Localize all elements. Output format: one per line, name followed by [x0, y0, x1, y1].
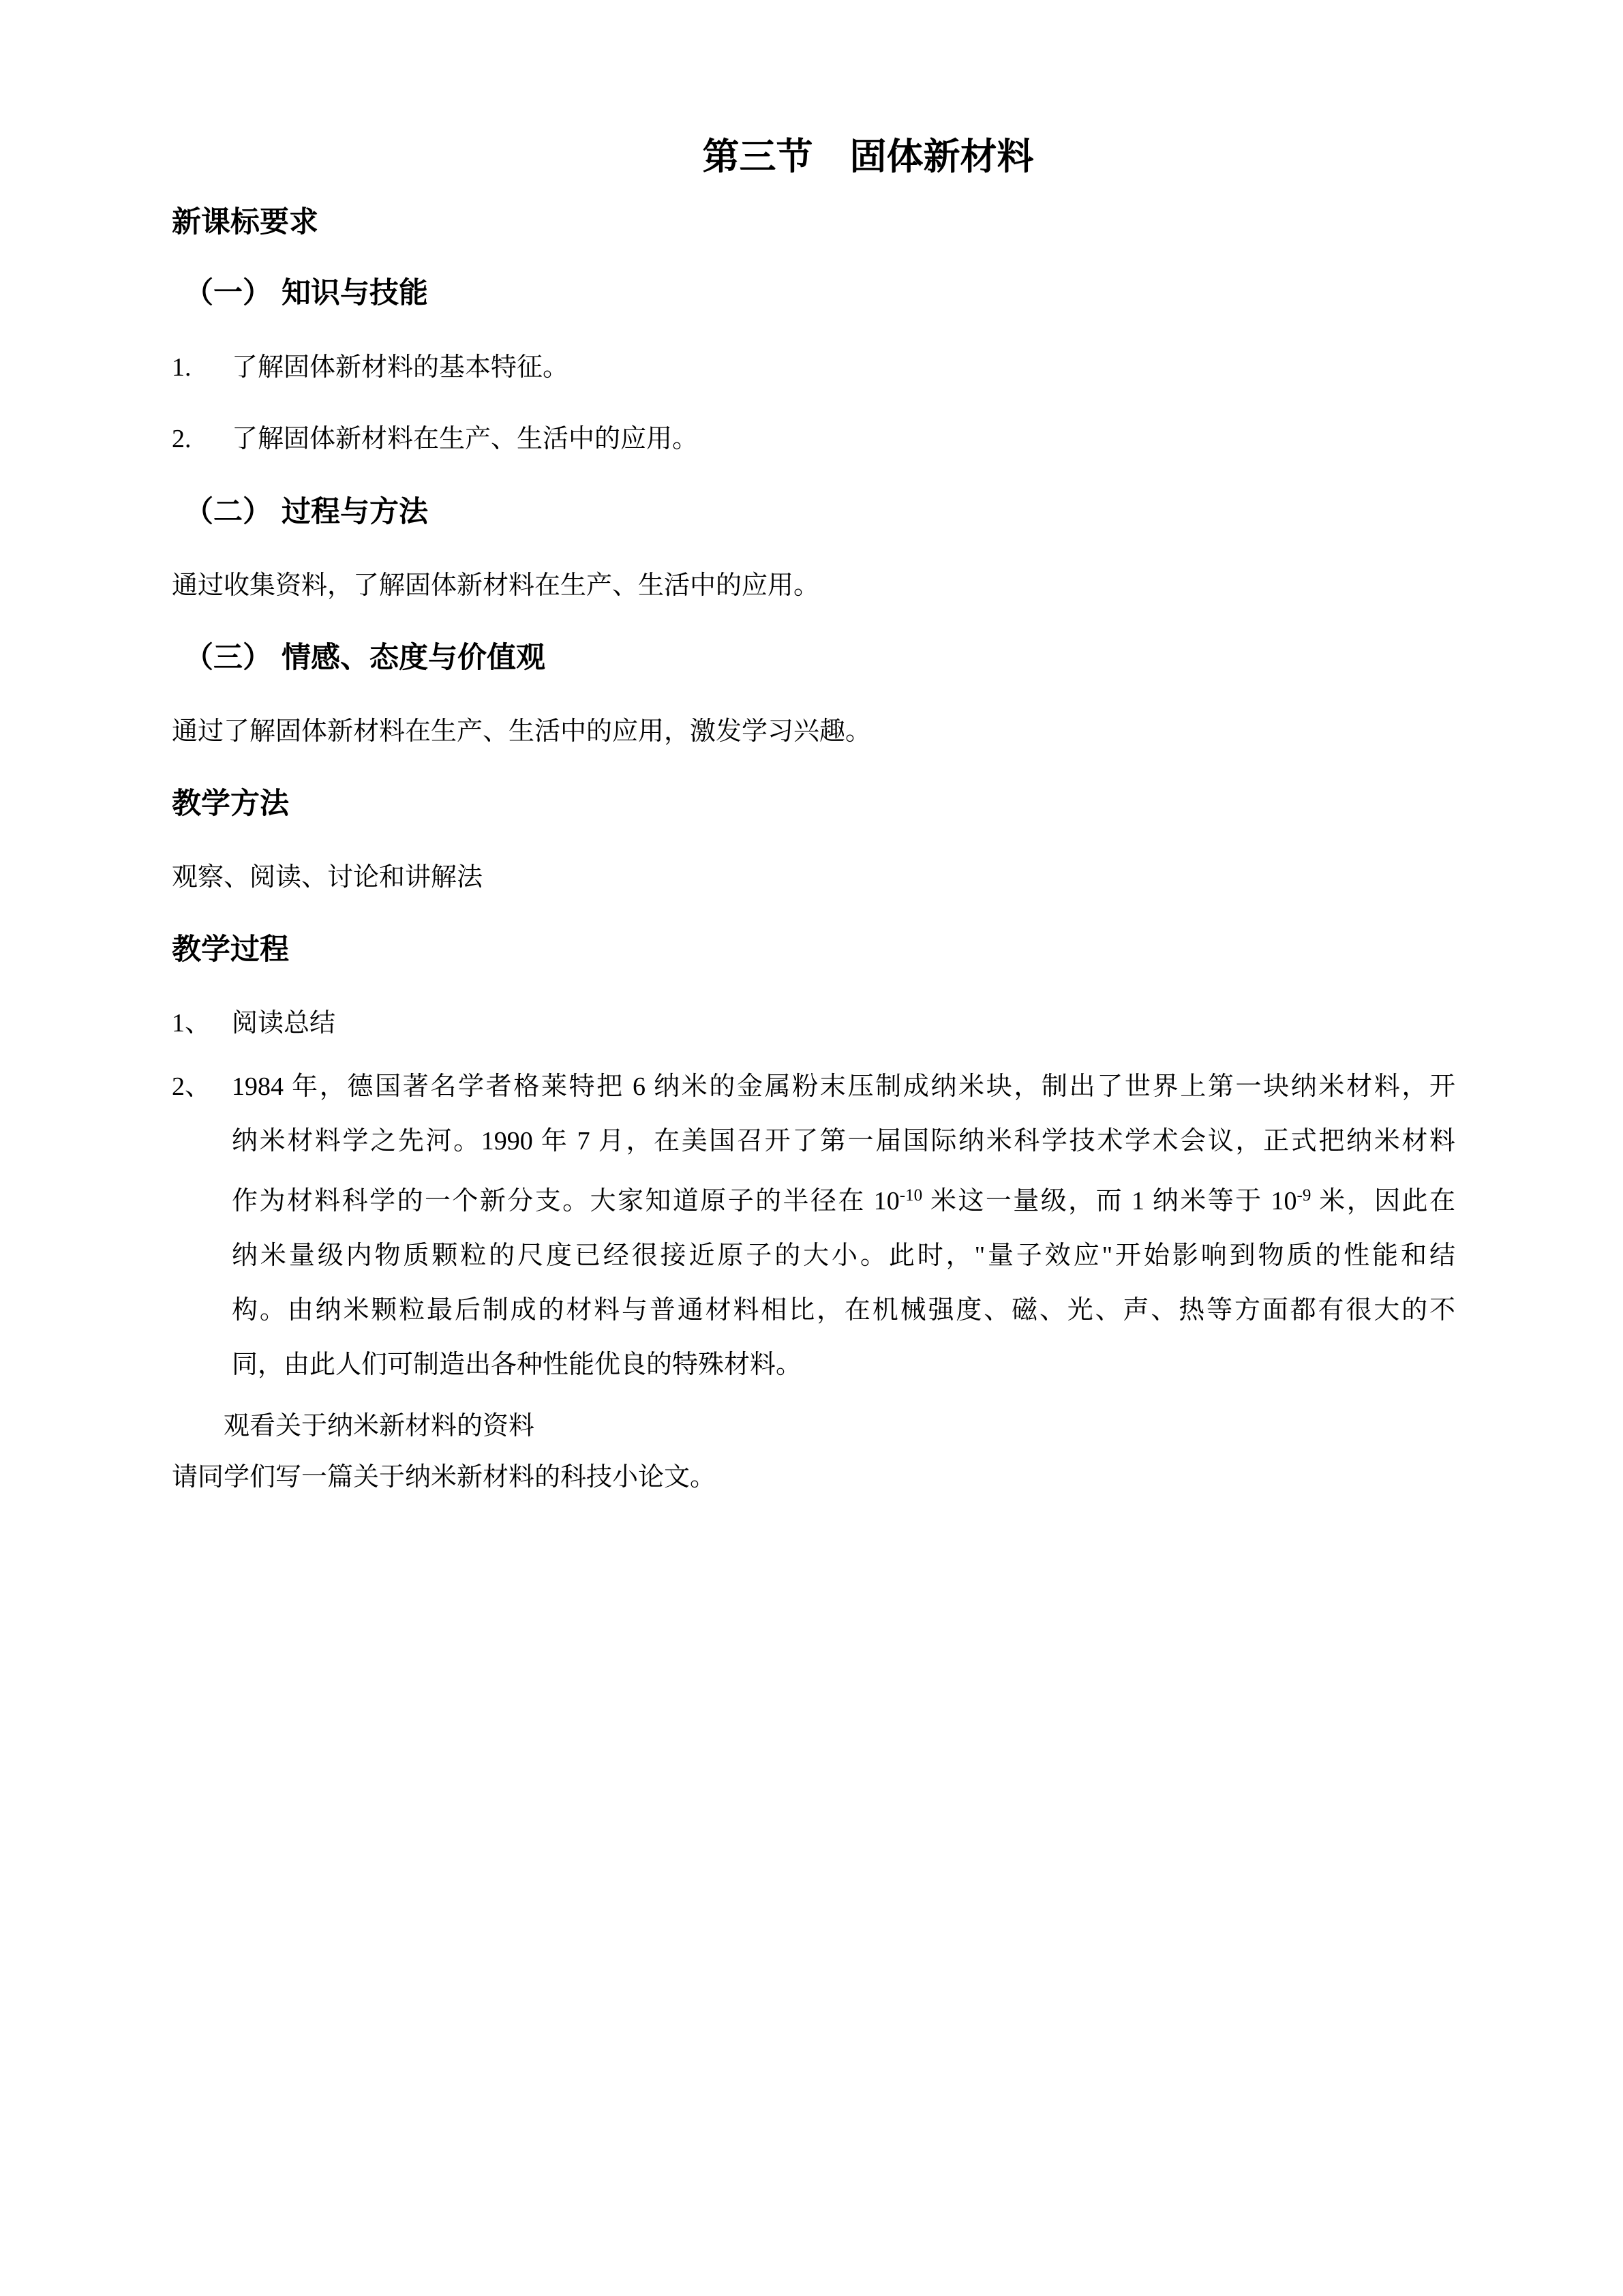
list-marker: 2.	[172, 425, 192, 453]
paragraph-line-1: 1984 年，德国著名学者格莱特把 6 纳米的金属粉末压制成纳米块，制出了世界上第一块纳米材料，开	[232, 1072, 1455, 1101]
list-marker: 2、	[172, 1072, 211, 1101]
paragraph-text: 米，因此在	[1311, 1187, 1455, 1215]
paragraph-text: 作为材料科学的一个新分支。大家知道原子的半径在 10	[232, 1187, 900, 1215]
emotion-attitude-values-body: 通过了解固体新材料在生产、生活中的应用，激发学习兴趣。	[172, 717, 872, 746]
closing-assignment-line: 请同学们写一篇关于纳米新材料的科技小论文。	[172, 1463, 716, 1492]
section-heading-process-and-methods	[184, 496, 1455, 529]
section-label: 情感、态度与价值观	[282, 642, 545, 674]
list-item-text: 阅读总结	[232, 1009, 336, 1038]
paragraph-line-5: 构。由纳米颗粒最后制成的材料与普通材料相比，在机械强度、磁、光、声、热等方面都有很大的不	[232, 1296, 1455, 1325]
list-item-2	[172, 423, 1455, 455]
section-label: 过程与方法	[282, 496, 428, 528]
list-marker: 1.	[172, 353, 192, 382]
heading-teaching-process: 教学过程	[172, 934, 289, 966]
list-item-text: 了解固体新材料在生产、生活中的应用。	[232, 425, 699, 453]
superscript-exponent: -9	[1296, 1186, 1311, 1205]
superscript-exponent: -10	[899, 1186, 923, 1205]
paragraph-line-2: 纳米材料学之先河。1990 年 7 月，在美国召开了第一届国际纳米科学技术学术会议，正式把纳米材料	[232, 1127, 1455, 1155]
paragraph-line-6: 同，由此人们可制造出各种性能优良的特殊材料。	[232, 1350, 802, 1379]
section-marker: （三）	[184, 642, 272, 674]
heading-teaching-methods: 教学方法	[172, 788, 289, 820]
section-marker: （一）	[184, 277, 272, 309]
process-methods-body: 通过收集资料，了解固体新材料在生产、生活中的应用。	[172, 571, 820, 600]
list-item-1	[172, 351, 1455, 384]
document-title: 第三节 固体新材料	[702, 136, 1034, 177]
teaching-methods-body: 观察、阅读、讨论和讲解法	[172, 863, 483, 892]
section-marker: （二）	[184, 496, 272, 528]
paragraph-line-3	[232, 1168, 1455, 1228]
list-item-text: 了解固体新材料的基本特征。	[232, 353, 569, 382]
watch-materials-line: 观看关于纳米新材料的资料	[224, 1412, 535, 1440]
section-heading-knowledge-and-skills	[184, 277, 1455, 310]
list-marker: 1、	[172, 1009, 211, 1038]
section-heading-emotion-attitude-values	[184, 642, 1455, 675]
paragraph-text: 米这一量级，而 1 纳米等于 10	[922, 1187, 1297, 1215]
process-item-1	[172, 1007, 1455, 1040]
paragraph-line-4: 纳米量级内物质颗粒的尺度已经很接近原子的大小。此时，"量子效应"开始影响到物质的性能和结	[232, 1241, 1455, 1270]
section-label: 知识与技能	[282, 277, 428, 309]
process-item-2-paragraph	[172, 1059, 1455, 1392]
heading-new-curriculum-requirements: 新课标要求	[172, 207, 318, 239]
